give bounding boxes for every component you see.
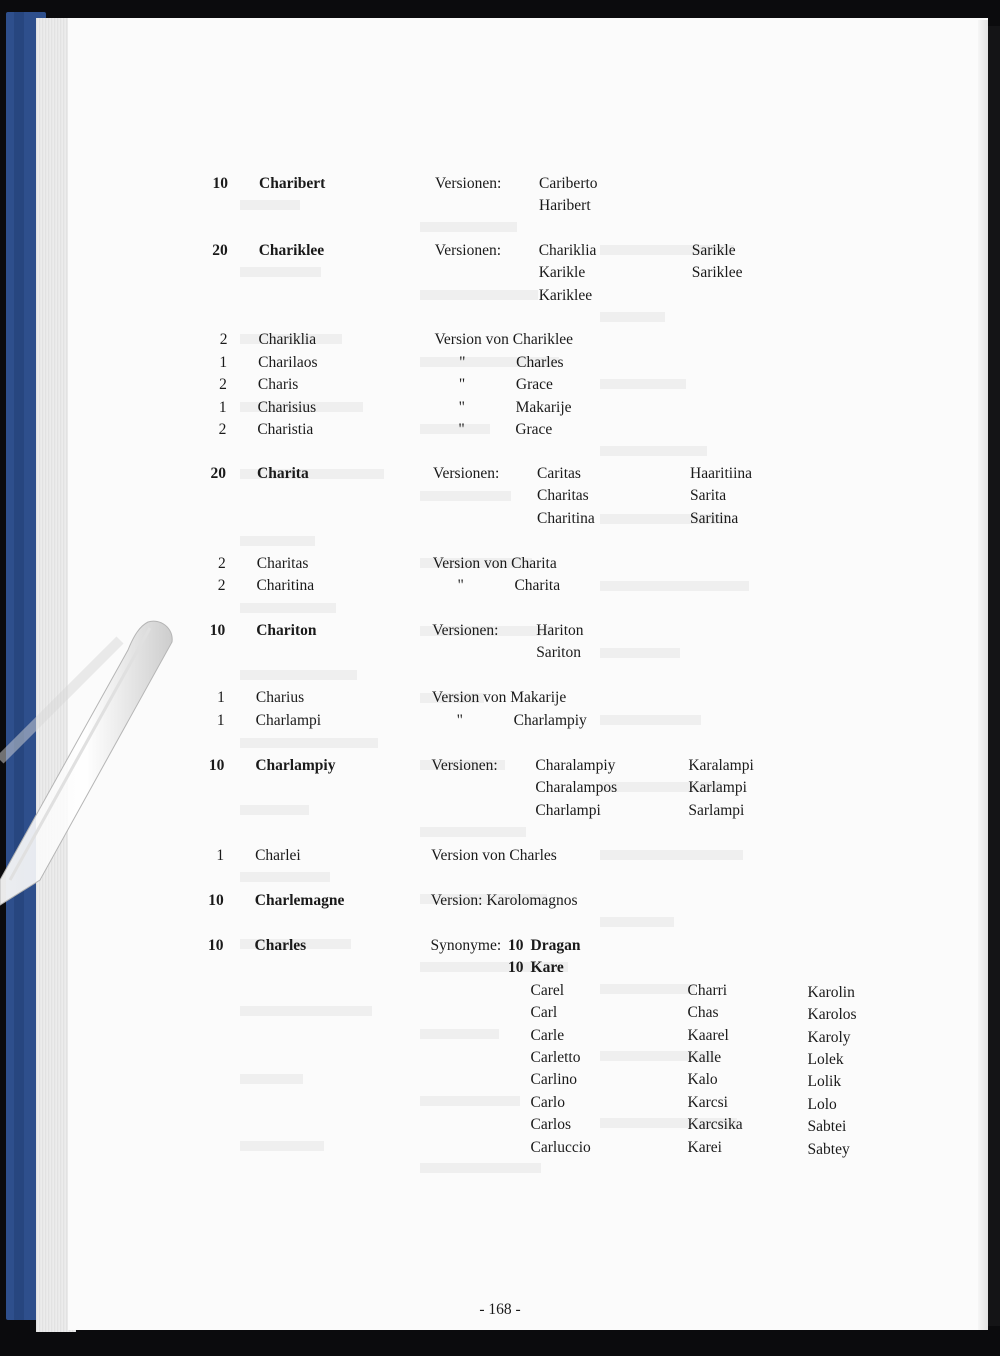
variant-name: Karalampi	[688, 757, 754, 774]
show-through-line	[240, 603, 336, 613]
synonym-name: Dragan	[530, 937, 581, 954]
show-through-line	[420, 1163, 541, 1173]
entry-info: Synonyme:	[430, 937, 502, 954]
variant-name: Grace	[515, 421, 553, 438]
variant-name: Charita	[514, 577, 561, 594]
show-through-line	[420, 222, 517, 232]
entry-info: Versionen:	[431, 757, 498, 774]
entry-info: "	[457, 577, 464, 594]
variant-name: Chas	[687, 1004, 719, 1022]
variant-name: Karei	[687, 1138, 722, 1156]
variant-name: Karoly	[807, 1028, 851, 1046]
entry-name: Chariton	[256, 622, 317, 639]
variant-name: Karlampi	[688, 779, 747, 797]
variant-name: Kaarel	[687, 1026, 729, 1044]
show-through-line	[600, 917, 674, 927]
entry-count: 2	[218, 555, 226, 572]
variant-name: Hariton	[536, 622, 584, 639]
show-through-line	[240, 1141, 324, 1151]
entry-count: 1	[218, 399, 227, 416]
entry-count: 2	[217, 577, 226, 594]
entry-name: Charistia	[257, 421, 314, 438]
entry-count: 20	[210, 465, 227, 482]
entry-info: "	[458, 399, 465, 416]
entry-info: "	[459, 354, 466, 371]
variant-name: Karcsika	[687, 1116, 743, 1134]
book-cover-band	[14, 12, 24, 1320]
variant-name: Carluccio	[530, 1138, 591, 1156]
entry-count: 1	[217, 689, 225, 706]
entry-name: Charles	[254, 937, 307, 954]
page-gutter-shadow	[978, 20, 988, 1330]
variant-name: Karolin	[807, 983, 855, 1001]
variant-name: Karolos	[807, 1006, 857, 1024]
variant-name: Karikle	[538, 264, 586, 282]
book-spine	[988, 26, 1000, 1326]
variant-name: Lolek	[807, 1051, 844, 1068]
show-through-line	[600, 446, 707, 456]
entry-count: 2	[219, 376, 227, 393]
page-number: - 168 -	[479, 1301, 521, 1318]
entry-info: Versionen:	[435, 175, 502, 192]
show-through-line	[240, 267, 321, 277]
book-page	[68, 18, 988, 1330]
entry-name: Chariklee	[258, 242, 325, 259]
variant-name: Sariklee	[691, 264, 743, 282]
entry-name: Charlampiy	[255, 757, 336, 774]
entry-count: 10	[212, 175, 228, 192]
variant-name: Charlampi	[535, 801, 601, 819]
entry-count: 1	[216, 847, 225, 864]
variant-name: Karcsi	[687, 1093, 728, 1111]
variant-name: Carle	[530, 1026, 565, 1044]
variant-name: Lolo	[807, 1095, 837, 1113]
variant-name: Carlo	[530, 1093, 565, 1111]
entry-info: "	[458, 376, 466, 393]
entry-count: 20	[212, 242, 228, 259]
show-through-line	[600, 850, 743, 860]
entry-name: Charius	[255, 689, 305, 706]
synonym-name: Kare	[530, 959, 564, 977]
entry-name: Chariklia	[258, 331, 317, 348]
entry-info: Versionen:	[434, 242, 502, 259]
entry-count: 2	[218, 421, 227, 438]
variant-name: Sarikle	[691, 242, 736, 259]
entry-info: Versionen:	[433, 465, 500, 482]
show-through-line	[420, 1029, 499, 1039]
variant-name: Carel	[530, 981, 565, 999]
variant-name: Sarlampi	[688, 801, 745, 819]
show-through-line	[420, 424, 490, 434]
variant-name: Sariton	[536, 644, 581, 662]
variant-name: Caritas	[537, 465, 581, 482]
show-through-line	[240, 670, 357, 680]
show-through-line	[600, 581, 749, 591]
entry-name: Charlei	[255, 847, 301, 864]
entry-name: Charis	[257, 376, 299, 393]
entry-info: Version: Karolomagnos	[430, 892, 578, 909]
show-through-line	[600, 715, 701, 725]
show-through-line	[420, 827, 526, 837]
entry-info: "	[458, 421, 465, 438]
variant-name: Charalampiy	[535, 757, 616, 774]
entry-count: 10	[208, 757, 225, 774]
show-through-line	[420, 290, 538, 300]
entry-info: Versionen:	[432, 622, 499, 639]
show-through-line	[240, 536, 315, 546]
variant-name: Cariberto	[539, 175, 598, 192]
entry-info: Version von Chariklee	[434, 331, 574, 348]
show-through-line	[240, 200, 300, 210]
show-through-line	[240, 1006, 372, 1016]
show-through-line	[600, 379, 686, 389]
variant-name: Charles	[516, 354, 564, 371]
entry-name: Charlampi	[255, 712, 322, 729]
entry-info: Version von Charita	[432, 555, 557, 572]
entry-name: Charitina	[256, 577, 315, 594]
show-through-line	[600, 648, 680, 658]
synonym-count: 10	[508, 959, 524, 977]
entry-name: Charitas	[256, 555, 309, 572]
variant-name: Kalo	[687, 1071, 718, 1089]
variant-name: Kariklee	[538, 286, 593, 304]
variant-name: Carletto	[530, 1049, 581, 1066]
synonym-count: 10	[508, 937, 524, 954]
variant-name: Makarije	[515, 399, 572, 416]
entry-info: Version von Makarije	[431, 689, 567, 706]
variant-name: Charalampos	[535, 779, 618, 797]
entry-name: Charisius	[257, 399, 317, 416]
show-through-line	[600, 984, 695, 994]
variant-name: Lolik	[807, 1073, 842, 1091]
show-through-line	[420, 491, 511, 501]
show-through-line	[420, 1096, 520, 1106]
entry-name: Charita	[257, 465, 309, 482]
variant-name: Charri	[687, 981, 728, 999]
entry-info: "	[456, 712, 463, 729]
show-through-line	[600, 312, 665, 322]
show-through-line	[240, 805, 309, 815]
variant-name: Chariklia	[538, 242, 597, 259]
variant-name: Sarita	[690, 487, 727, 505]
variant-name: Carlos	[530, 1116, 571, 1134]
variant-name: Charitina	[537, 509, 595, 527]
show-through-line	[240, 1074, 303, 1084]
variant-name: Charitas	[537, 487, 589, 505]
entry-count: 1	[219, 354, 228, 371]
variant-name: Carl	[530, 1004, 558, 1022]
entry-name: Charibert	[259, 175, 326, 192]
variant-name: Haribert	[539, 197, 591, 215]
variant-name: Carlino	[530, 1071, 578, 1089]
variant-name: Saritina	[690, 509, 739, 527]
show-through-line	[240, 872, 330, 882]
entry-count: 10	[209, 622, 226, 639]
variant-name: Charlampiy	[513, 712, 587, 729]
entry-count: 2	[219, 331, 228, 348]
entry-count: 10	[208, 937, 224, 954]
variant-name: Sabtei	[807, 1118, 847, 1136]
entry-name: Charilaos	[258, 354, 318, 371]
entry-count: 1	[216, 712, 225, 729]
variant-name: Haaritiina	[690, 465, 753, 482]
entry-count: 10	[208, 892, 224, 909]
entry-info: Version von Charles	[431, 847, 557, 864]
variant-name: Grace	[515, 376, 553, 393]
variant-name: Kalle	[687, 1049, 722, 1066]
variant-name: Sabtey	[807, 1140, 850, 1158]
entry-name: Charlemagne	[254, 892, 345, 909]
show-through-line	[240, 738, 378, 748]
